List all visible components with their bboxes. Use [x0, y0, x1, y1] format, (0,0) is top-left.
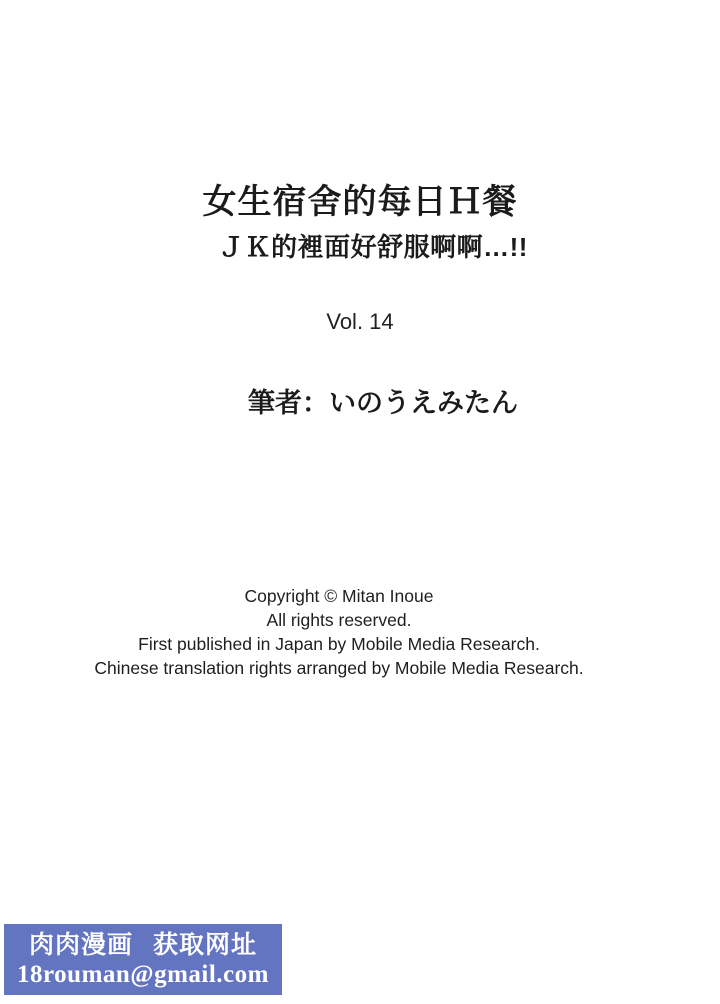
copyright-notice [0, 584, 699, 680]
translator-site-name: 肉肉漫画 [28, 931, 133, 960]
copyright-line: First published in Japan by Mobile Media Research. [138, 634, 540, 654]
translator-name-row [29, 931, 257, 960]
author-credit: 筆者：いのうえみたん [248, 388, 518, 418]
translator-site-action: 获取网址 [153, 931, 258, 960]
series-title: 女生宿舍的每日Ｈ餐 [202, 183, 518, 221]
copyright-line: Chinese translation rights arranged by Mobile Media Research. [94, 658, 584, 678]
volume-number: Vol. 14 [326, 309, 394, 334]
copyright-line: Copyright © Mitan Inoue [244, 586, 434, 606]
translator-email: 18rouman@gmail.com [17, 960, 269, 988]
copyright-line: All rights reserved. [266, 610, 412, 630]
translator-watermark [4, 924, 282, 995]
chapter-subtitle: ＪＫ的裡面好舒服啊啊…!! [218, 232, 528, 262]
